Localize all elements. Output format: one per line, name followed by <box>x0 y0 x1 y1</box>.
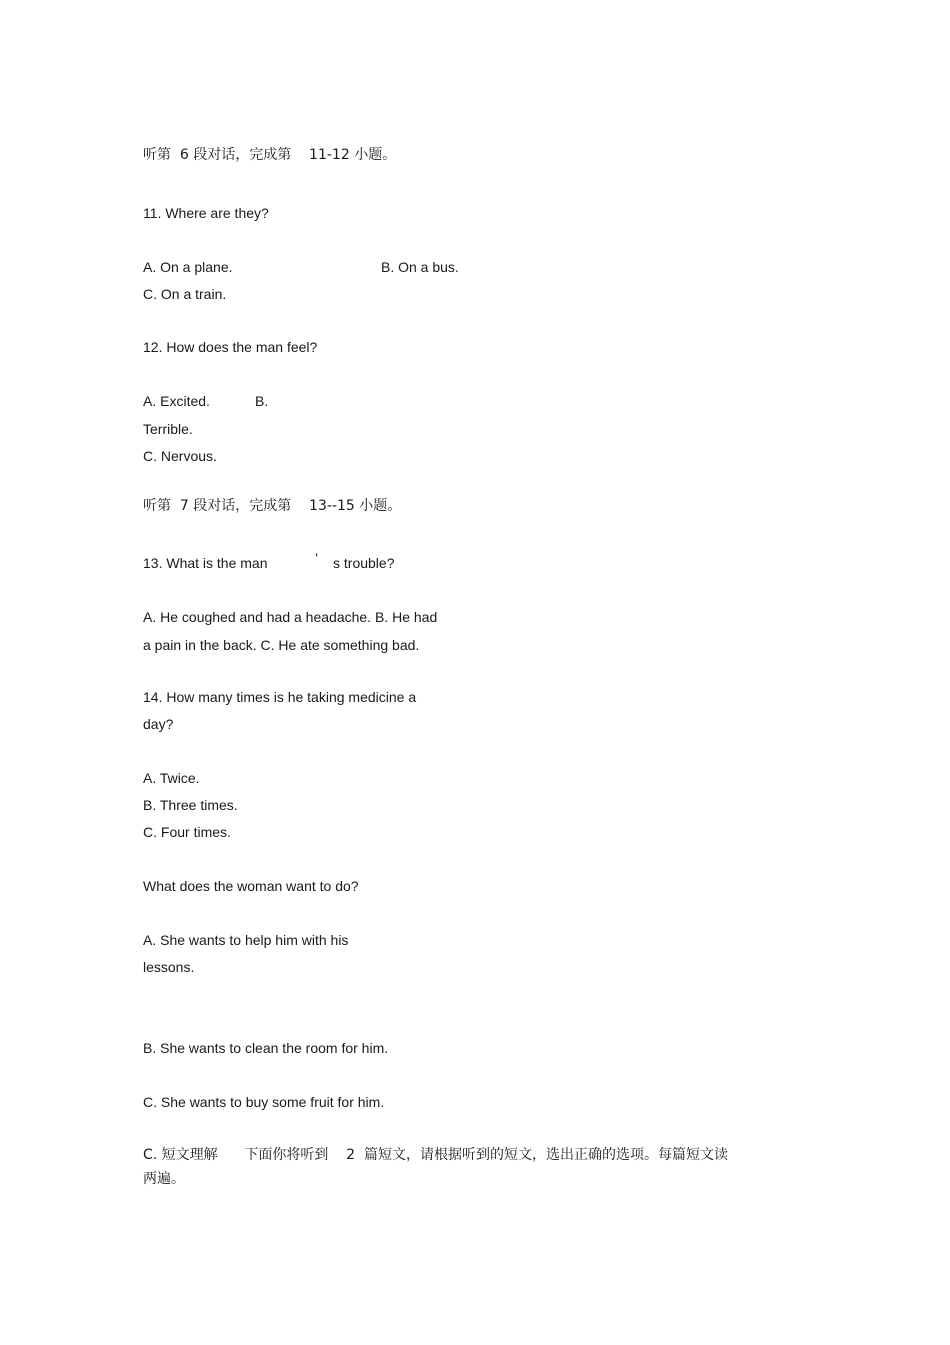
q13-question-part1: 13. What is the man <box>143 555 268 571</box>
section-c-line2: 两遍。 <box>143 1171 185 1187</box>
q12-option-a: A. Excited. <box>143 393 210 409</box>
section6-instruction: 听第 6 段对话，完成第 11-12 小题。 <box>143 147 397 163</box>
q12-option-b-text: Terrible. <box>143 421 193 437</box>
q11-question: 11. Where are they? <box>143 205 269 221</box>
q15-option-b: B. She wants to clean the room for him. <box>143 1040 389 1056</box>
q15-option-c: C. She wants to buy some fruit for him. <box>143 1094 385 1110</box>
q11-option-a: A. On a plane. <box>143 259 233 275</box>
q13-options-line2: a pain in the back. C. He ate something bad. <box>143 637 420 653</box>
q12-option-b-letter: B. <box>255 393 269 409</box>
q14-question-line1: 14. How many times is he taking medicine a <box>143 689 417 705</box>
q15-option-a-line2: lessons. <box>143 959 195 975</box>
q14-option-c: C. Four times. <box>143 824 231 840</box>
q11-option-b: B. On a bus. <box>381 259 459 275</box>
q12-option-c: C. Nervous. <box>143 448 217 464</box>
q14-question-line2: day? <box>143 716 174 732</box>
q13-options-line1: A. He coughed and had a headache. B. He had <box>143 609 438 625</box>
section7-instruction: 听第 7 段对话，完成第 13--15 小题。 <box>143 498 402 514</box>
section-c-line1: C. 短文理解 下面你将听到 2 篇短文，请根据听到的短文，选出正确的选项。每篇短文读 <box>143 1147 728 1163</box>
q15-question: What does the woman want to do? <box>143 878 359 894</box>
q12-question: 12. How does the man feel? <box>143 339 318 355</box>
q14-option-a: A. Twice. <box>143 770 200 786</box>
q13-question-part2: s trouble? <box>333 555 395 571</box>
q13-apostrophe: ’ <box>315 550 319 566</box>
q14-option-b: B. Three times. <box>143 797 238 813</box>
q11-option-c: C. On a train. <box>143 286 227 302</box>
q15-option-a-line1: A. She wants to help him with his <box>143 932 349 948</box>
